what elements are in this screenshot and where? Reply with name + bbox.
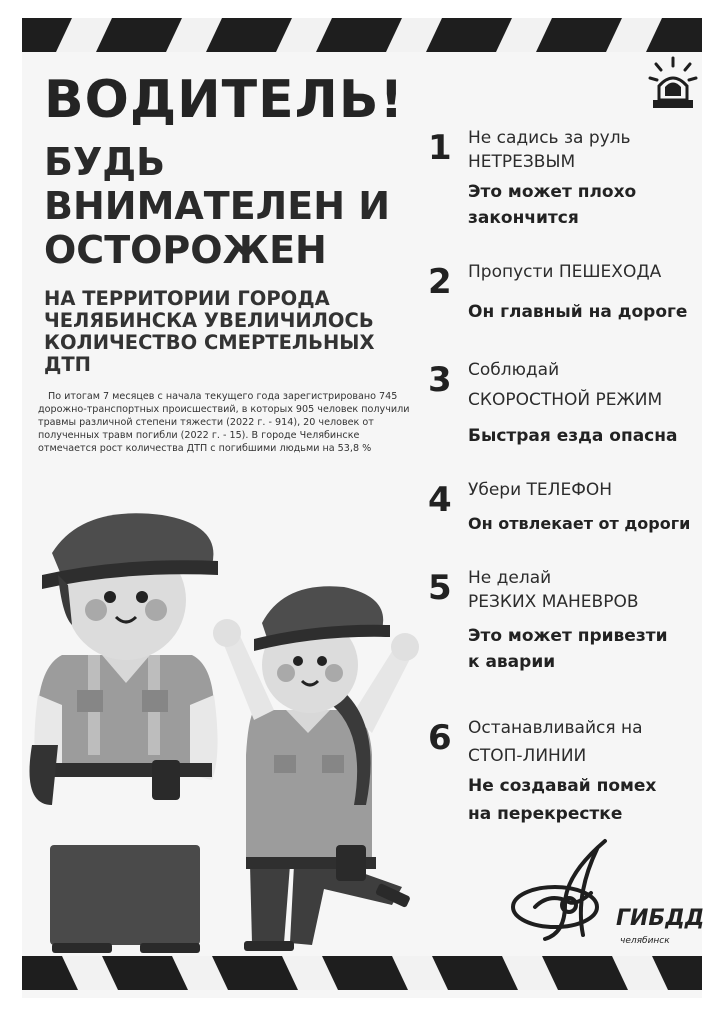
rule-text: Останавливайся на — [468, 718, 643, 738]
alert-heading-line: КОЛИЧЕСТВО СМЕРТЕЛЬНЫХ — [44, 331, 375, 354]
statistics-paragraph: По итогам 7 месяцев с начала текущего года зарегистрировано 745 дорожно-транспортных происшествий, в которых 905 человек получили травмы различной степени тяжести (2022 г. - 914), 20 человек от полученных травм погибли (2022 г. - 15). В городе Челябинске отмечается рост количества ДТП с погибшими людьми на 53,8 % — [38, 391, 410, 454]
rule-note: Это может плохо — [468, 182, 637, 202]
rule-note: к аварии — [468, 652, 556, 672]
rule-text: Пропусти ПЕШЕХОДА — [468, 262, 662, 282]
top-hazard-stripe — [22, 18, 702, 52]
rule-text: Не садись за руль — [468, 128, 631, 148]
rule-text: СТОП-ЛИНИИ — [468, 746, 587, 766]
subtitle-line: БУДЬ — [44, 140, 166, 184]
rule-text: РЕЗКИХ МАНЕВРОВ — [468, 592, 639, 612]
rule-note: закончится — [468, 208, 579, 228]
rule-text: Соблюдай — [468, 360, 560, 380]
logo-text: ГИБДД — [616, 906, 705, 931]
poster-title: ВОДИТЕЛЬ! — [44, 70, 405, 130]
officer-right-figure — [213, 586, 419, 951]
alert-heading-line: НА ТЕРРИТОРИИ ГОРОДА — [44, 287, 330, 310]
rule-number: 3 — [428, 360, 452, 400]
officer-left-figure — [30, 513, 219, 953]
rule-number: 6 — [428, 718, 452, 758]
rule-note: Он главный на дороге — [468, 302, 688, 322]
bottom-hazard-stripe — [22, 956, 702, 990]
rule-text: НЕТРЕЗВЫМ — [468, 152, 576, 172]
rule-note: Быстрая езда опасна — [468, 426, 678, 446]
rule-text: СКОРОСТНОЙ РЕЖИМ — [468, 390, 663, 410]
logo-city: челябинск — [620, 936, 670, 946]
rule-number: 5 — [428, 568, 452, 608]
rule-note: Он отвлекает от дороги — [468, 514, 691, 533]
alert-heading-line: ДТП — [44, 353, 91, 376]
poster-subtitle — [44, 140, 414, 272]
subtitle-line: ОСТОРОЖЕН — [44, 228, 327, 272]
rule-note: Не создавай помех — [468, 776, 657, 796]
rule-text: Не делай — [468, 568, 552, 588]
rule-number: 1 — [428, 128, 452, 168]
rule-note: на перекрестке — [468, 804, 623, 824]
police-officers-illustration — [22, 505, 422, 959]
siren-icon — [648, 56, 698, 122]
rule-note: Это может привезти — [468, 626, 668, 646]
rule-number: 2 — [428, 262, 452, 302]
rule-text: Убери ТЕЛЕФОН — [468, 480, 612, 500]
subtitle-line: ВНИМАТЕЛЕН И — [44, 184, 391, 228]
alert-heading — [44, 288, 414, 376]
gibdd-logo-icon — [505, 835, 625, 949]
rule-number: 4 — [428, 480, 452, 520]
alert-heading-line: ЧЕЛЯБИНСКА УВЕЛИЧИЛОСЬ — [44, 309, 374, 332]
